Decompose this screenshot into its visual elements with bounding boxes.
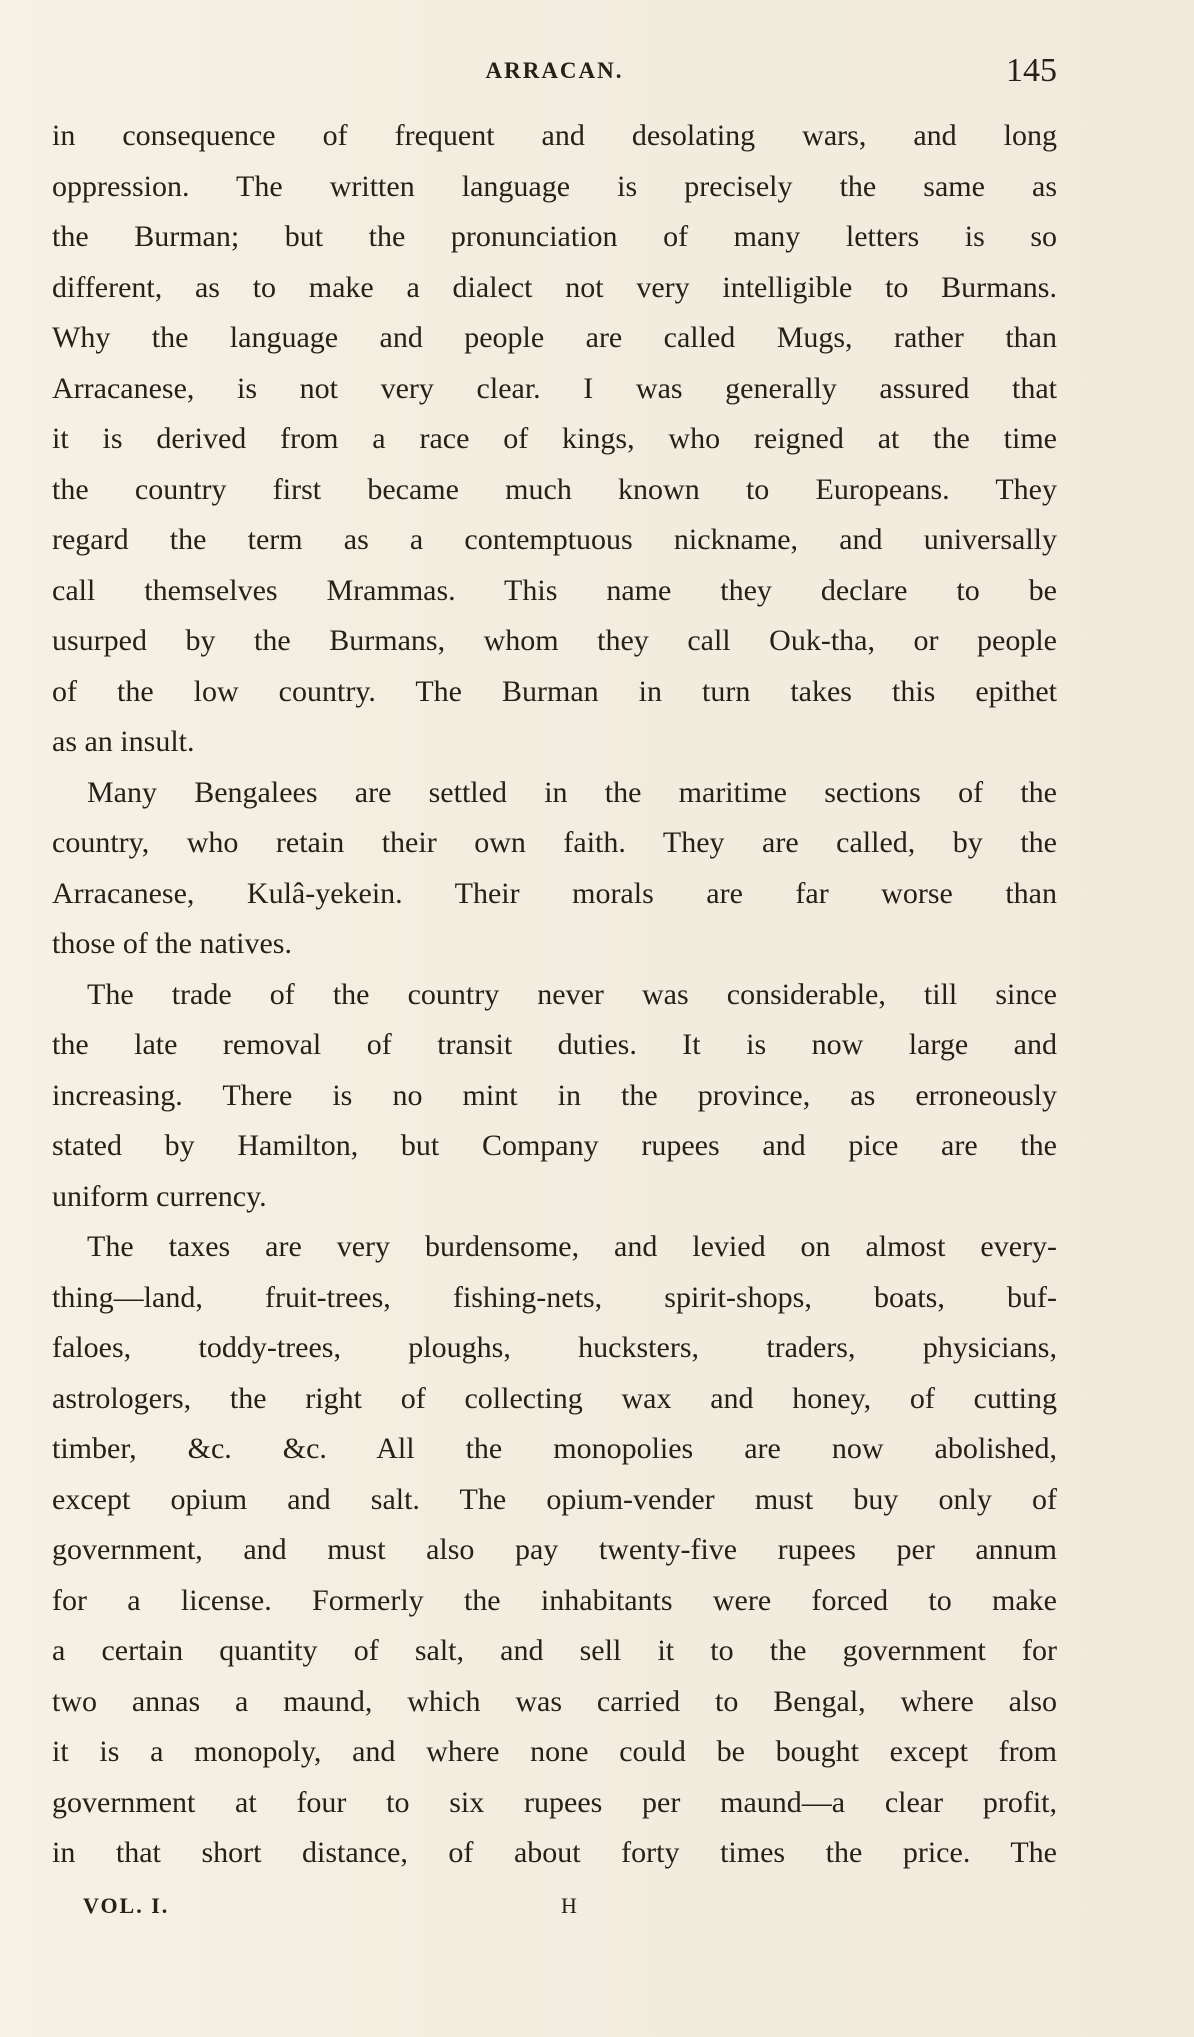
page-footer — [83, 1893, 683, 1933]
text-line: faloes, toddy-trees, ploughs, hucksters, traders, physicians, — [52, 1331, 1057, 1364]
text-line: for a license. Formerly the inhabitants were forced to make — [52, 1583, 1057, 1617]
text-line: thing—land, fruit-trees, fishing-nets, spirit-shops, boats, buf- — [52, 1280, 1057, 1314]
text-line: Many Bengalees are settled in the maritime sections of the — [87, 775, 1057, 809]
text-line: government, and must also pay twenty-five rupees per annum — [52, 1533, 1057, 1566]
text-line: different, as to make a dialect not very intelligible to Burmans. — [52, 270, 1057, 304]
text-line: The trade of the country never was considerable, till since — [87, 977, 1057, 1011]
text-line: usurped by the Burmans, whom they call Ouk-tha, or people — [52, 624, 1057, 657]
text-line: oppression. The written language is precisely the same as — [52, 169, 1057, 203]
text-line: as an insult. — [52, 725, 195, 758]
text-line: uniform currency. — [52, 1179, 267, 1213]
text-line: astrologers, the right of collecting wax and honey, of cutting — [52, 1381, 1057, 1415]
text-line: two annas a maund, which was carried to Bengal, where also — [52, 1684, 1057, 1718]
text-line: increasing. There is no mint in the province, as erroneously — [52, 1078, 1057, 1112]
running-head — [52, 52, 1057, 92]
text-line: regard the term as a contemptuous nickname, and universally — [52, 523, 1057, 556]
text-line: it is derived from a race of kings, who reigned at the time — [52, 422, 1057, 455]
text-line: government at four to six rupees per maund—a clear profit, — [52, 1785, 1057, 1819]
page-number: 145 — [1006, 52, 1057, 89]
text-line: the country first became much known to Europeans. They — [52, 472, 1057, 506]
volume-label: VOL. I. — [83, 1893, 170, 1918]
body-text — [52, 111, 1057, 1879]
text-line: country, who retain their own faith. They are called, by the — [52, 826, 1057, 859]
text-line: of the low country. The Burman in turn takes this epithet — [52, 674, 1057, 708]
text-line: in consequence of frequent and desolating wars, and long — [52, 119, 1057, 152]
text-line: call themselves Mrammas. This name they declare to be — [52, 573, 1057, 607]
text-line: a certain quantity of salt, and sell it to the government for — [52, 1634, 1057, 1667]
text-line: the late removal of transit duties. It is now large and — [52, 1028, 1057, 1061]
signature-mark: H — [561, 1893, 578, 1918]
text-line: it is a monopoly, and where none could be bought except from — [52, 1735, 1057, 1768]
text-line: in that short distance, of about forty times the price. The — [52, 1836, 1057, 1869]
text-line: The taxes are very burdensome, and levied on almost every- — [87, 1230, 1057, 1263]
text-line: Arracanese, Kulâ-yekein. Their morals are far worse than — [52, 876, 1057, 910]
text-line: Why the language and people are called Mugs, rather than — [52, 321, 1057, 354]
text-line: the Burman; but the pronunciation of many letters is so — [52, 220, 1057, 253]
text-line: timber, &c. &c. All the monopolies are now abolished, — [52, 1432, 1057, 1465]
running-title: ARRACAN. — [485, 58, 624, 83]
text-line: except opium and salt. The opium-vender must buy only of — [52, 1482, 1057, 1516]
text-line: those of the natives. — [52, 927, 292, 960]
text-line: stated by Hamilton, but Company rupees and pice are the — [52, 1129, 1057, 1162]
text-line: Arracanese, is not very clear. I was generally assured that — [52, 371, 1057, 405]
